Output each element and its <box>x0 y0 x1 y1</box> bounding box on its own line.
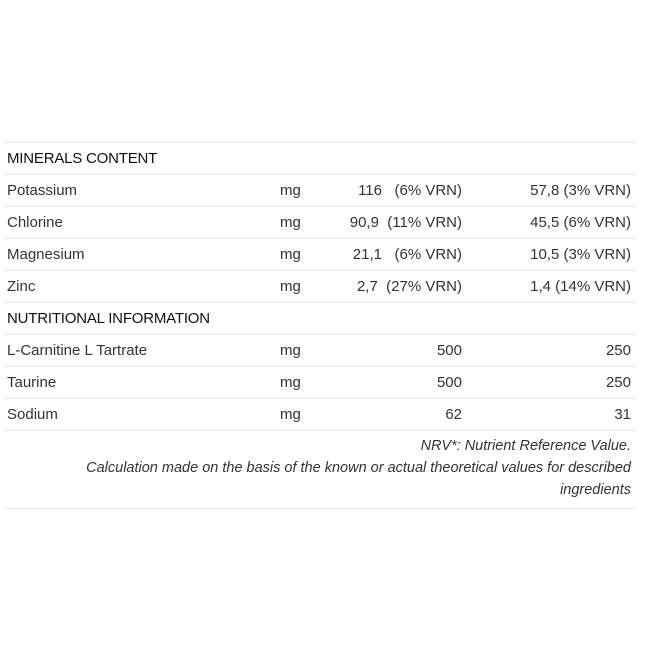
row-unit: mg <box>280 278 301 295</box>
table-row <box>4 174 636 206</box>
row-value-half-serving: 45,5 (6% VRN) <box>530 214 631 231</box>
section-heading-row <box>4 142 636 174</box>
row-value-per-serving: 2,7 (27% VRN) <box>356 278 462 295</box>
footnote-nrv-definition: NRV*: Nutrient Reference Value. <box>420 438 631 454</box>
row-name: L-Carnitine L Tartrate <box>7 342 148 359</box>
row-value-per-serving: 500 <box>436 342 462 359</box>
row-value-half-serving: 57,8 (3% VRN) <box>530 182 631 199</box>
footnote <box>4 430 636 509</box>
row-value-half-serving: 10,5 (3% VRN) <box>530 246 631 263</box>
row-name: Sodium <box>7 406 58 423</box>
row-unit: mg <box>280 214 301 231</box>
row-name: Magnesium <box>7 246 85 263</box>
row-value-per-serving: 90,9 (11% VRN) <box>349 214 462 231</box>
row-value-per-serving: 500 <box>436 374 462 391</box>
minerals-heading: MINERALS CONTENT <box>7 150 158 167</box>
table-row <box>4 206 636 238</box>
row-value-per-serving: 116 (6% VRN) <box>358 182 462 199</box>
table-row <box>4 270 636 302</box>
row-value-per-serving: 21,1 (6% VRN) <box>352 246 462 263</box>
table-row <box>4 334 636 366</box>
table-row <box>4 366 636 398</box>
row-unit: mg <box>280 246 301 263</box>
row-unit: mg <box>280 374 301 391</box>
nutrition-heading: NUTRITIONAL INFORMATION <box>7 310 210 327</box>
section-heading-row <box>4 302 636 334</box>
row-unit: mg <box>280 182 301 199</box>
nutrition-table <box>0 142 636 509</box>
footnote-calculation-note: Calculation made on the basis of the known or actual theoretical values for described <box>86 460 631 476</box>
row-unit: mg <box>280 406 301 423</box>
footnote-calculation-note-continued: ingredients <box>560 482 631 498</box>
row-value-half-serving: 1,4 (14% VRN) <box>530 278 631 295</box>
row-value-half-serving: 250 <box>605 374 631 391</box>
table-row <box>4 398 636 430</box>
row-name: Zinc <box>7 278 36 295</box>
row-value-half-serving: 250 <box>605 342 631 359</box>
row-value-half-serving: 31 <box>614 406 631 423</box>
row-name: Potassium <box>7 182 78 199</box>
row-value-per-serving: 62 <box>445 406 462 423</box>
row-name: Chlorine <box>7 214 63 231</box>
table-row <box>4 238 636 270</box>
row-name: Taurine <box>7 374 57 391</box>
row-unit: mg <box>280 342 301 359</box>
